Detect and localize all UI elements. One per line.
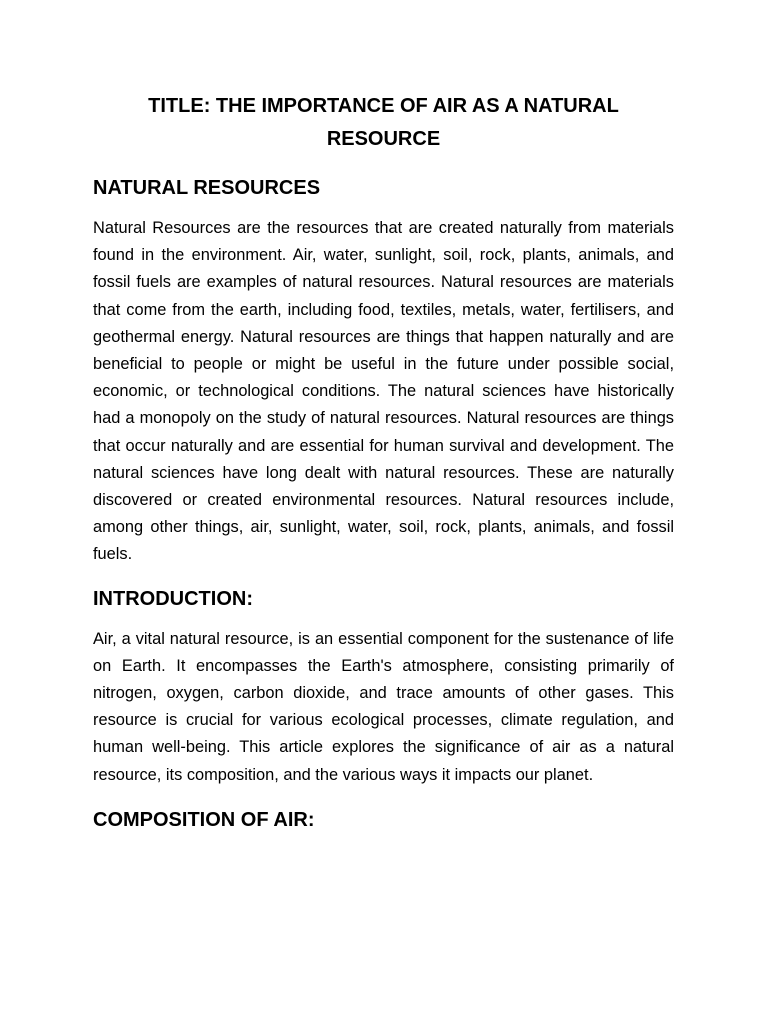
heading-composition-of-air: COMPOSITION OF AIR: xyxy=(93,808,315,831)
heading-introduction: INTRODUCTION: xyxy=(93,587,253,610)
document-title: TITLE: THE IMPORTANCE OF AIR AS A NATURAL RESOURCE xyxy=(148,95,619,150)
paragraph-natural-resources: Natural Resources are the resources that are created naturally from materials found in the environment. Air, water, sunlight, soil, rock, plants, animals, and fossil fuels are examples of natural resources. Natural resources are materials that come from the earth, including food, textiles, metals, water, fertilisers, and geothermal energy. Natural resources are things that happen naturally and are beneficial to people or might be useful in the future under possible social, economic, or technological conditions. The natural sciences have historically had a monopoly on the study of natural resources. Natural resources are things that occur naturally and are essential for human survival and development. The natural sciences have long dealt with natural resources. These are naturally discovered or created environmental resources. Natural resources include, among other things, air, sunlight, water, soil, rock, plants, animals, and fossil fuels. xyxy=(93,219,674,564)
paragraph-introduction: Air, a vital natural resource, is an essential component for the sustenance of life on Earth. It encompasses the Earth's atmosphere, consisting primarily of nitrogen, oxygen, carbon dioxide, and trace amounts of other gases. This resource is crucial for various ecological processes, climate regulation, and human well-being. This article explores the significance of air as a natural resource, its composition, and the various ways it impacts our planet. xyxy=(93,629,674,784)
document-content xyxy=(93,90,674,834)
heading-natural-resources: NATURAL RESOURCES xyxy=(93,177,321,199)
